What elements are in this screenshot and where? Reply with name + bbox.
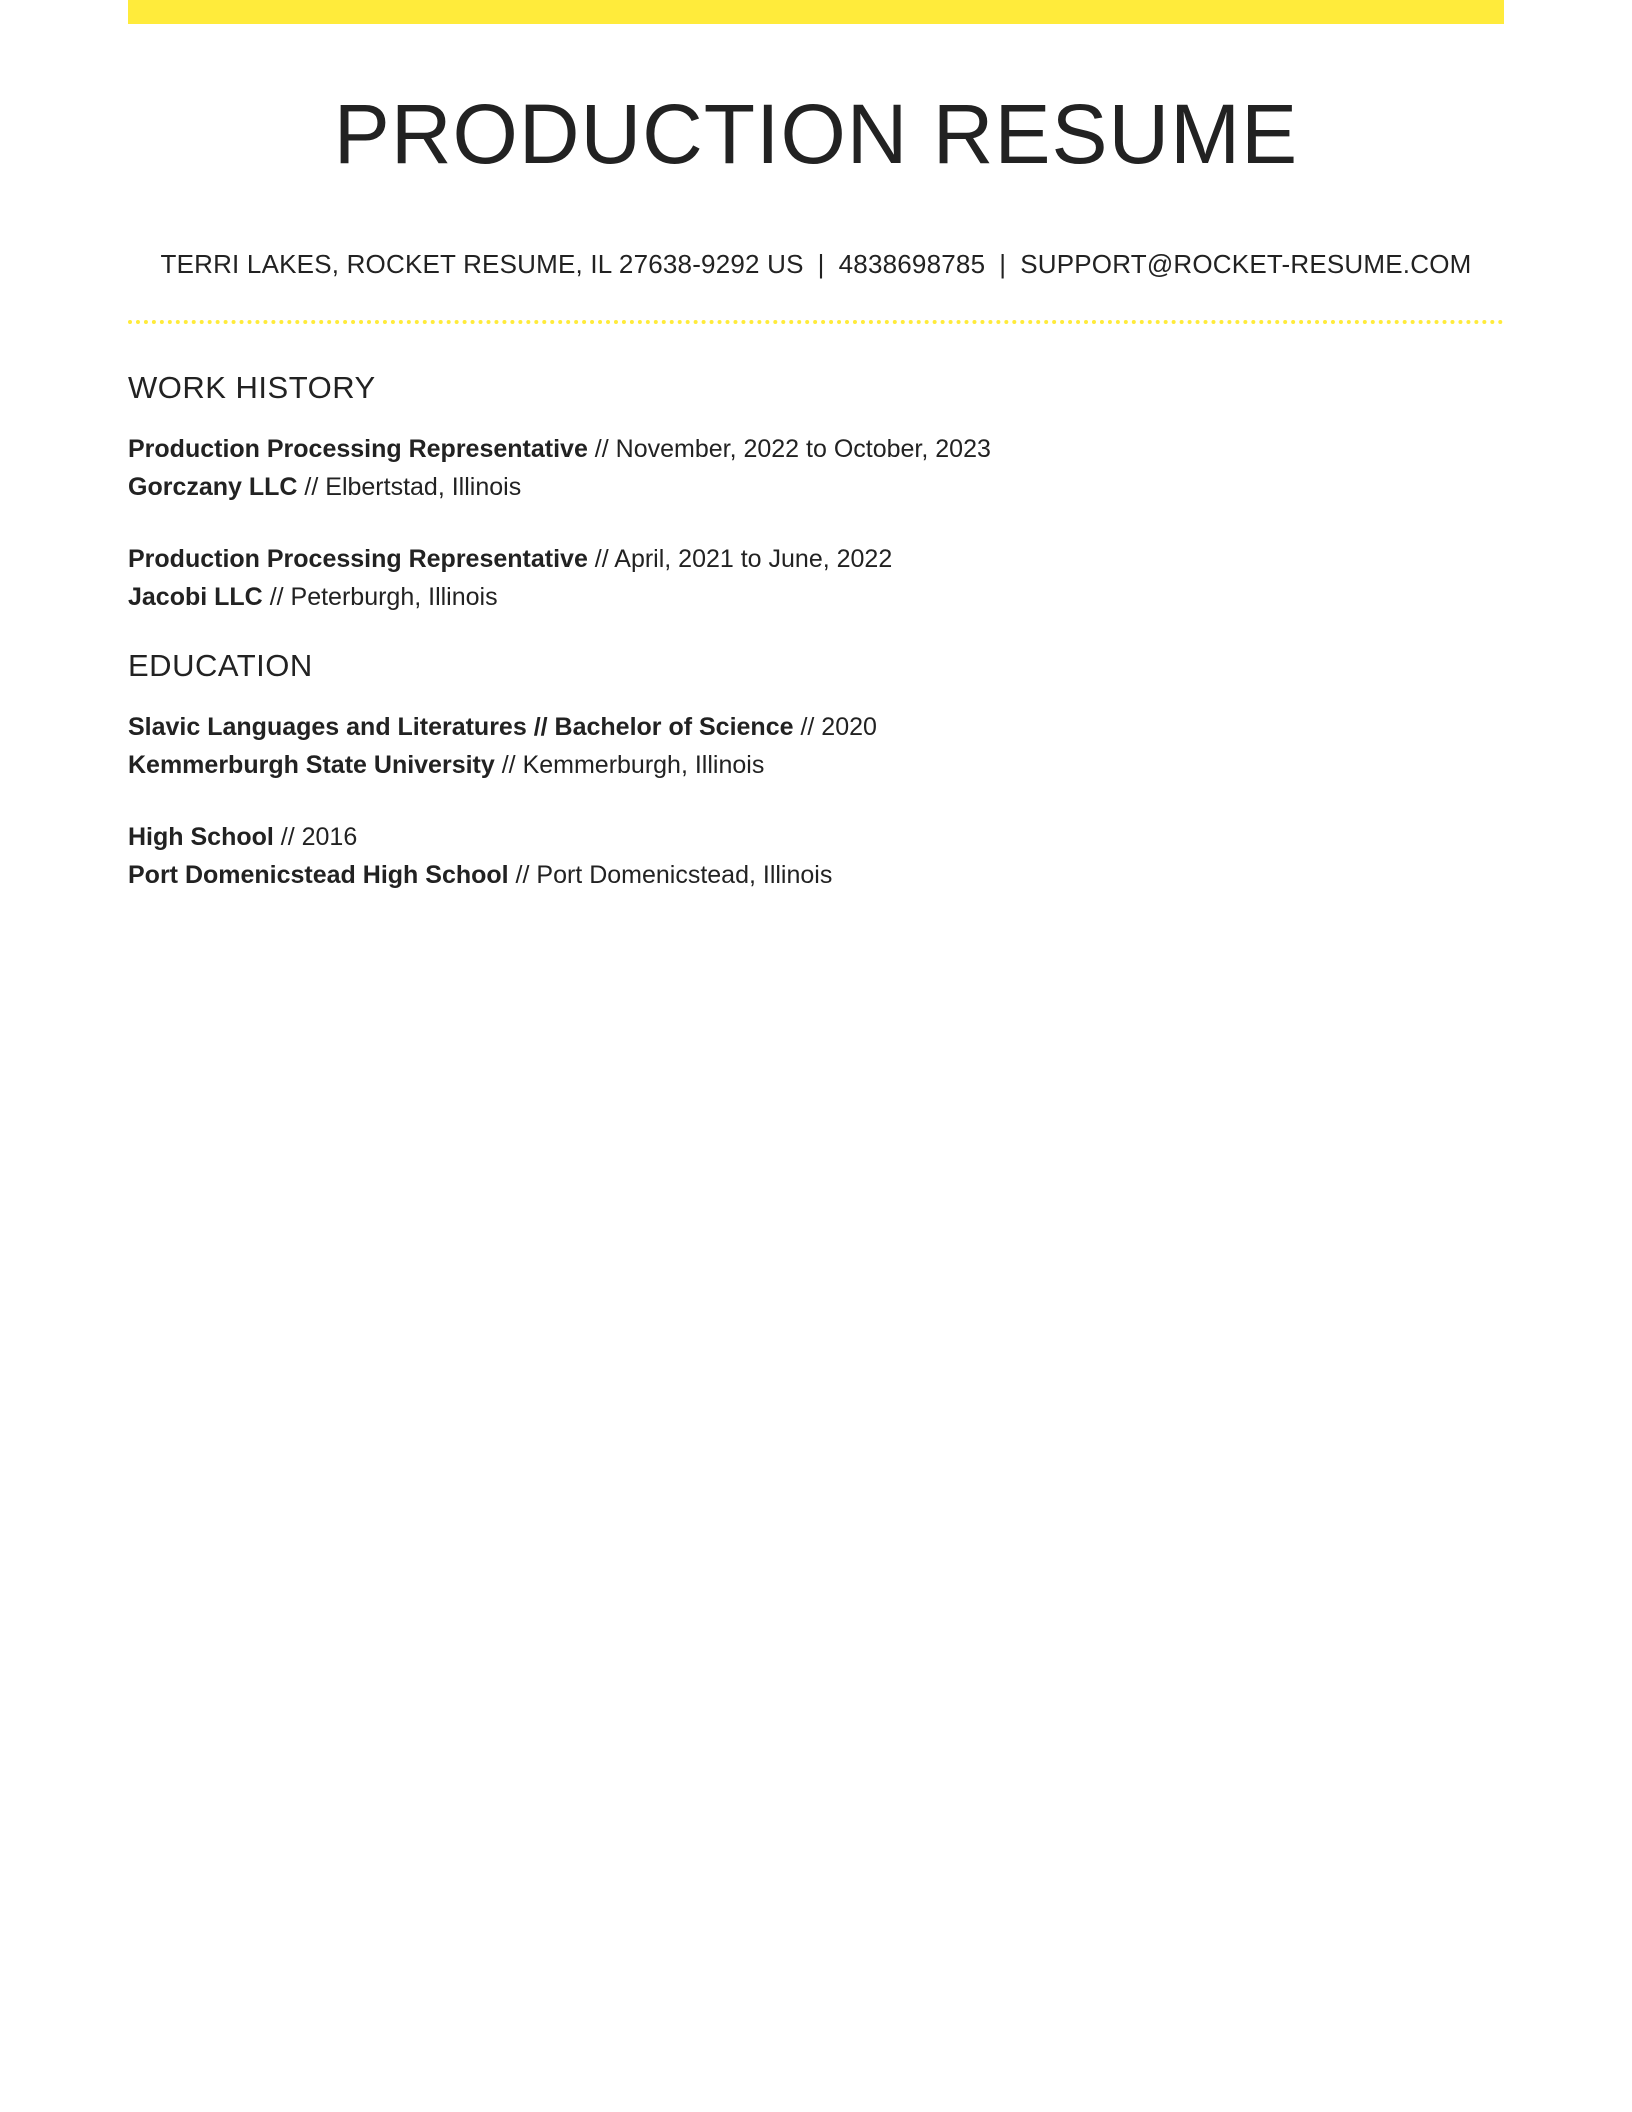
degree-name: High School <box>128 823 274 851</box>
page-title: PRODUCTION RESUME <box>333 87 1299 181</box>
school-name: Port Domenicstead High School <box>128 861 509 889</box>
job-title: Production Processing Representative <box>128 545 588 573</box>
work-entry <box>128 430 1504 506</box>
section-heading-education: EDUCATION <box>128 648 313 683</box>
education-entry <box>128 818 1504 894</box>
contact-phone: 4838698785 <box>838 249 986 279</box>
education-entry <box>128 708 1504 784</box>
section-heading-work-history: WORK HISTORY <box>128 370 376 405</box>
work-entry <box>128 540 1504 616</box>
resume-page <box>128 0 1504 894</box>
contact-address: TERRI LAKES, ROCKET RESUME, IL 27638-9292 US <box>160 249 804 279</box>
contact-separator: | <box>999 249 1007 279</box>
job-dates: // April, 2021 to June, 2022 <box>587 545 893 573</box>
work-entry-employer-line <box>128 578 1504 616</box>
work-entry-title-line <box>128 430 1504 468</box>
degree-name: Slavic Languages and Literatures // Bachelor of Science <box>128 713 794 741</box>
job-dates: // November, 2022 to October, 2023 <box>587 435 991 463</box>
education-entry-degree-line <box>128 818 1504 856</box>
education-section <box>128 646 1504 894</box>
work-history-section <box>128 368 1504 616</box>
school-name: Kemmerburgh State University <box>128 751 495 779</box>
employer-name: Gorczany LLC <box>128 473 298 501</box>
graduation-year: // 2020 <box>793 713 877 741</box>
work-entry-employer-line <box>128 468 1504 506</box>
work-entry-title-line <box>128 540 1504 578</box>
dotted-divider <box>128 320 1504 324</box>
education-entry-school-line <box>128 746 1504 784</box>
education-entry-school-line <box>128 856 1504 894</box>
employer-location: // Elbertstad, Illinois <box>297 473 522 501</box>
employer-location: // Peterburgh, Illinois <box>262 583 498 611</box>
graduation-year: // 2016 <box>273 823 358 851</box>
contact-email: SUPPORT@ROCKET-RESUME.COM <box>1020 249 1472 279</box>
employer-name: Jacobi LLC <box>128 583 263 611</box>
accent-top-bar <box>128 0 1504 24</box>
contact-separator: | <box>817 249 825 279</box>
school-location: // Kemmerburgh, Illinois <box>494 751 765 779</box>
job-title: Production Processing Representative <box>128 435 588 463</box>
education-entry-degree-line <box>128 708 1504 746</box>
school-location: // Port Domenicstead, Illinois <box>508 861 833 889</box>
contact-line <box>128 248 1504 280</box>
